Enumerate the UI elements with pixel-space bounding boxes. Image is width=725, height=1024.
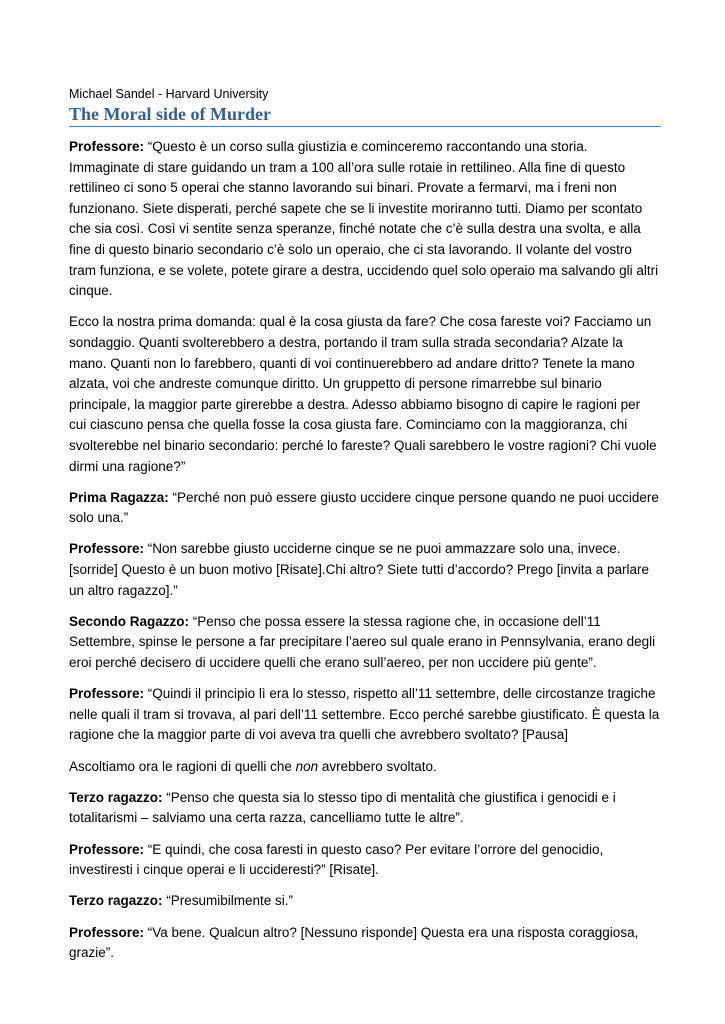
paragraph-5 (69, 612, 661, 674)
paragraph-text: “Penso che possa essere la stessa ragione che, in occasione dell’11 Settembre, spinse le persone a far precipitare l’aereo sul quale erano in Pennsylvania, erano degli eroi perché decisero di uccidere quelli che erano sull’aereo, per non uccidere più gente”. (69, 613, 656, 671)
paragraph-2 (69, 312, 661, 477)
speaker-label: Professore: (69, 139, 145, 154)
paragraph-text: “Questo è un corso sulla giustizia e cominceremo raccontando una storia. Immaginate di stare guidando un tram a 100 all’ora sulle rotaie in rettilineo. Alla fine di questo rettilineo ci sono 5 operai che stanno lavorando sui binari. Provate a fermarvi, ma i freni non funzionano. Siete disperati, perché sapete che se li investite moriranno tutti. Diamo per scontato che sia così. Così vi sentite senza speranze, finché notate che c’è sulla destra una svolta, e alla fine di questo binario secondario c’è solo un operaio, che ci sta lavorando. Il volante del vostro tram funziona, e se volete, potete girare a destra, uccidendo quel solo operaio ma salvando gli altri cinque. (69, 139, 659, 299)
paragraph-text: “Perché non può essere giusto uccidere cinque persone quando ne puoi uccidere solo una.” (69, 489, 659, 526)
paragraph-text: “Penso che questa sia lo stesso tipo di mentalità che giustifica i genocidi e i totalitarismi – salviamo una certa razza, cancelliamo tutte le altre”. (69, 789, 616, 826)
speaker-label: Terzo ragazzo: (69, 893, 163, 909)
speaker-label: Professore: (69, 541, 145, 557)
paragraph-text-before: Ascoltiamo ora le ragioni di quelli che (69, 758, 296, 774)
paragraph-3 (69, 488, 661, 529)
speaker-label: Professore: (69, 924, 145, 940)
paragraph-text: Ecco la nostra prima domanda: qual è la cosa giusta da fare? Che cosa fareste voi? Facciamo un sondaggio. Quanti svolterebbero a destra, portando il tram sulla strada secondaria? Alzate la mano. Quanti non lo farebbero, quanti di voi continuerebbero ad andare dritto? Tenete la mano alzata, voi che andreste comunque diritto. Un gruppetto di persone rimarrebbe sul binario principale, la maggior parte girerebbe a destra. Adesso abbiamo bisogno di capire le ragioni per cui ciascuno pensa che quella fosse la cosa giusta fare. Cominciamo con la maggioranza, chi svolterebbe nel binario secondario: perché lo fareste? Quali sarebbero le vostre ragioni? Chi vuole dirmi una ragione?” (69, 314, 657, 474)
paragraph-4 (69, 539, 661, 601)
paragraph-10 (69, 891, 661, 912)
speaker-label: Secondo Ragazzo: (69, 613, 190, 629)
document-title: The Moral side of Murder (69, 104, 271, 124)
speaker-label: Professore: (69, 841, 145, 857)
paragraph-6 (69, 684, 661, 746)
paragraph-text: “E quindi, che cosa faresti in questo caso? Per evitare l’orrore del genocidio, investiresti i cinque operai e li uccideresti?” [Risate]. (69, 841, 604, 878)
paragraph-1 (69, 137, 661, 302)
paragraph-text: “Non sarebbe giusto ucciderne cinque se ne puoi ammazzare solo una, invece. [sorride] Questo è un buon motivo [Risate].Chi altro? Siete tutti d’accordo? Prego [invita a parlare un altro ragazzo].” (69, 541, 650, 598)
title-underline (69, 126, 661, 127)
document-body (69, 86, 661, 964)
paragraph-text: “Va bene. Qualcun altro? [Nessuno risponde] Questa era una risposta coraggiosa, grazie”. (69, 924, 639, 961)
paragraph-11 (69, 923, 661, 964)
paragraph-7 (69, 757, 661, 778)
paragraph-text-after: avrebbero svoltato. (318, 758, 437, 774)
speaker-label: Prima Ragazza: (69, 489, 169, 505)
paragraph-8 (69, 788, 661, 829)
paragraph-text: “Presumibilmente si.” (162, 893, 294, 909)
paragraph-text: “Quindi il principio lì era lo stesso, rispetto all’11 settembre, delle circostanze tragiche nelle quali il tram si trovava, al pari dell’11 settembre. Ecco perché sarebbe giustificato. È questa la ragione che la maggior parte di voi aveva tra quelli che avrebbero svoltato? [Pausa] (69, 686, 660, 743)
paragraph-9 (69, 840, 661, 881)
document-subtitle: Michael Sandel - Harvard University (69, 87, 269, 101)
paragraph-text-italic: non (295, 758, 319, 774)
speaker-label: Terzo ragazzo: (69, 789, 163, 805)
speaker-label: Professore: (69, 686, 145, 702)
